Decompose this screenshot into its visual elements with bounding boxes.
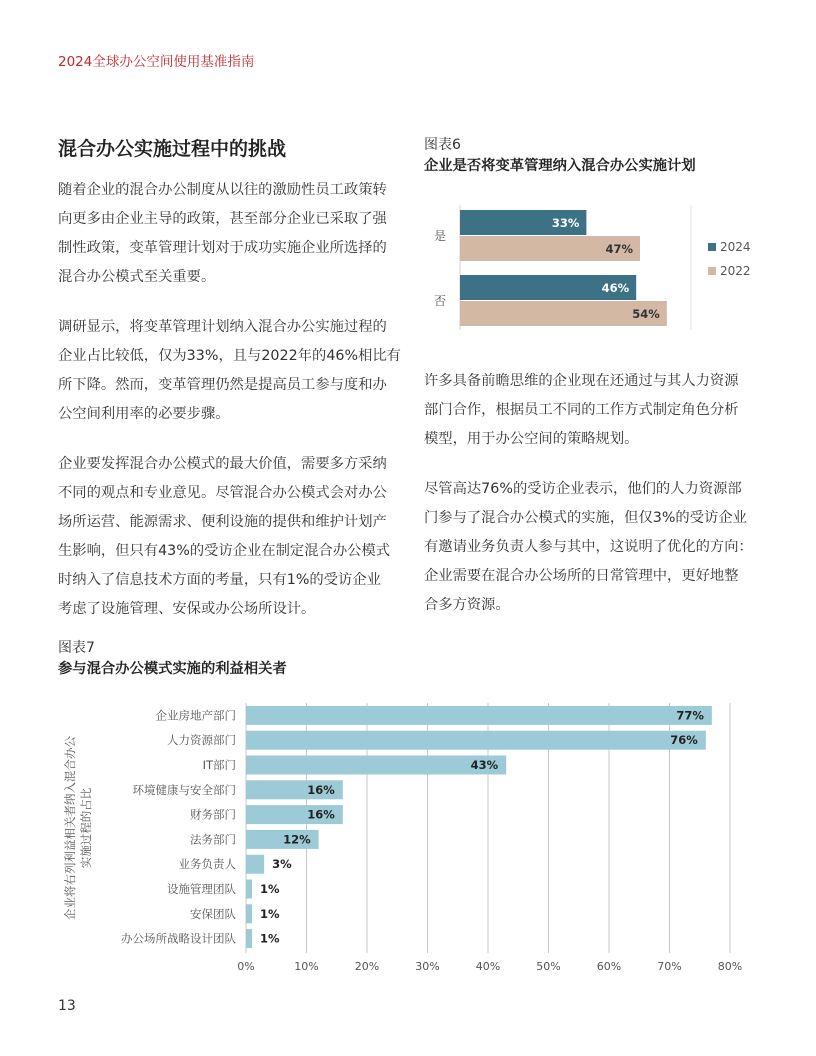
figure6-chart (424, 195, 764, 340)
x-tick-label: 80% (717, 960, 743, 973)
figure7-title: 参与混合办公模式实施的利益相关者 (58, 661, 287, 677)
text-line: 企业需要在混合办公场所的日常管理中，更好地整 (424, 568, 739, 584)
text-line: 场所运营、能源需求、便利设施的提供和维护计划产 (58, 514, 387, 530)
text-line: 部门合作，根据员工不同的工作方式制定角色分析 (424, 402, 739, 418)
body-paragraph (58, 176, 387, 292)
y-axis-title-line: 实施过程的占比 (79, 787, 93, 869)
category-label: 否 (433, 294, 446, 308)
bar (246, 929, 252, 948)
text-line: 公空间利用率的必要步骤。 (58, 406, 230, 422)
data-label: 16% (307, 782, 335, 797)
text-line: 模型，用于办公空间的策略规划。 (424, 431, 639, 447)
data-label: 47% (605, 242, 634, 256)
x-tick-label: 10% (294, 960, 319, 973)
legend-label: 2022 (720, 264, 751, 278)
category-label: 安保团队 (190, 906, 236, 921)
data-label: 1% (260, 931, 280, 946)
y-axis-title (63, 736, 93, 920)
text-line: 所下降。然而，变革管理仍然是提高员工参与度和办 (58, 377, 387, 393)
text-line: 企业要发挥混合办公模式的最大价值，需要多方采纳 (58, 456, 387, 472)
data-label: 1% (260, 906, 280, 921)
data-label: 46% (601, 281, 630, 295)
figure6-title: 企业是否将变革管理纳入混合办公实施计划 (424, 158, 696, 174)
x-tick-label: 30% (415, 960, 440, 973)
text-line: 合多方资源。 (424, 597, 510, 613)
category-label: 企业房地产部门 (155, 708, 236, 723)
legend-swatch (708, 243, 716, 251)
x-tick-label: 0% (237, 960, 255, 973)
text-line: 向更多由企业主导的政策，甚至部分企业已采取了强 (58, 211, 387, 227)
text-line: 许多具备前瞻思维的企业现在还通过与其人力资源 (424, 373, 739, 389)
text-line: 制性政策，变革管理计划对于成功实施企业所选择的 (58, 240, 387, 256)
text-line: 有邀请业务负责人参与其中，这说明了优化的方向： (424, 539, 753, 555)
figure7-chart (50, 695, 770, 990)
text-line: 门参与了混合办公模式的实施，但仅3%的受访企业 (424, 510, 747, 526)
bar (246, 731, 706, 750)
bar (246, 904, 252, 923)
text-line: 调研显示，将变革管理计划纳入混合办公实施过程的 (58, 319, 387, 335)
figure6-label: 图表6 (424, 137, 461, 153)
text-line: 不同的观点和专业意见。尽管混合办公模式会对办公 (58, 485, 387, 501)
category-label: 设施管理团队 (167, 882, 236, 896)
text-line: 混合办公模式至关重要。 (58, 269, 216, 285)
text-line: 随着企业的混合办公制度从以往的激励性员工政策转 (58, 182, 387, 198)
data-label: 54% (632, 307, 660, 321)
legend-label: 2024 (720, 240, 751, 254)
text-line: 生影响，但只有43%的受访企业在制定混合办公模式 (58, 543, 391, 559)
data-label: 12% (283, 832, 311, 847)
data-label: 77% (676, 708, 704, 723)
x-tick-label: 40% (475, 960, 501, 973)
text-line: 尽管高达76%的受访企业表示，他们的人力资源部 (424, 481, 742, 497)
x-tick-label: 20% (354, 960, 380, 973)
bar (246, 706, 712, 725)
x-tick-label: 50% (536, 960, 561, 973)
body-paragraph (58, 313, 401, 429)
legend-swatch (708, 267, 716, 275)
category-label: IT部门 (202, 758, 236, 772)
page-number: 13 (58, 998, 76, 1014)
category-label: 是 (433, 229, 446, 243)
x-tick-label: 60% (596, 960, 622, 973)
data-label: 43% (470, 758, 499, 772)
text-line: 企业占比较低，仅为33%，且与2022年的46%相比有 (58, 348, 401, 364)
body-paragraph (424, 475, 753, 620)
figure7-label: 图表7 (58, 640, 95, 656)
data-label: 33% (551, 216, 580, 230)
category-label: 法务部门 (190, 832, 236, 847)
body-paragraph (58, 450, 390, 624)
category-label: 环境健康与安全部门 (132, 782, 236, 797)
category-label: 业务负责人 (178, 857, 236, 872)
data-label: 3% (272, 857, 292, 872)
x-tick-label: 70% (657, 960, 682, 973)
body-paragraph (424, 367, 739, 454)
document-header-title: 2024全球办公空间使用基准指南 (58, 54, 255, 70)
data-label: 76% (670, 733, 698, 748)
bar (246, 756, 506, 775)
bar (246, 880, 252, 899)
category-label: 财务部门 (190, 807, 236, 822)
data-label: 16% (307, 807, 335, 822)
y-axis-title-line: 企业将右列利益相关者纳入混合办公 (63, 736, 77, 920)
category-label: 人力资源部门 (167, 733, 236, 748)
section-title: 混合办公实施过程中的挑战 (58, 138, 287, 160)
text-line: 时纳入了信息技术方面的考量，只有1%的受访企业 (58, 572, 381, 588)
data-label: 1% (260, 882, 280, 896)
bar (246, 855, 264, 874)
text-line: 考虑了设施管理、安保或办公场所设计。 (58, 601, 316, 617)
category-label: 办公场所战略设计团队 (121, 931, 236, 946)
